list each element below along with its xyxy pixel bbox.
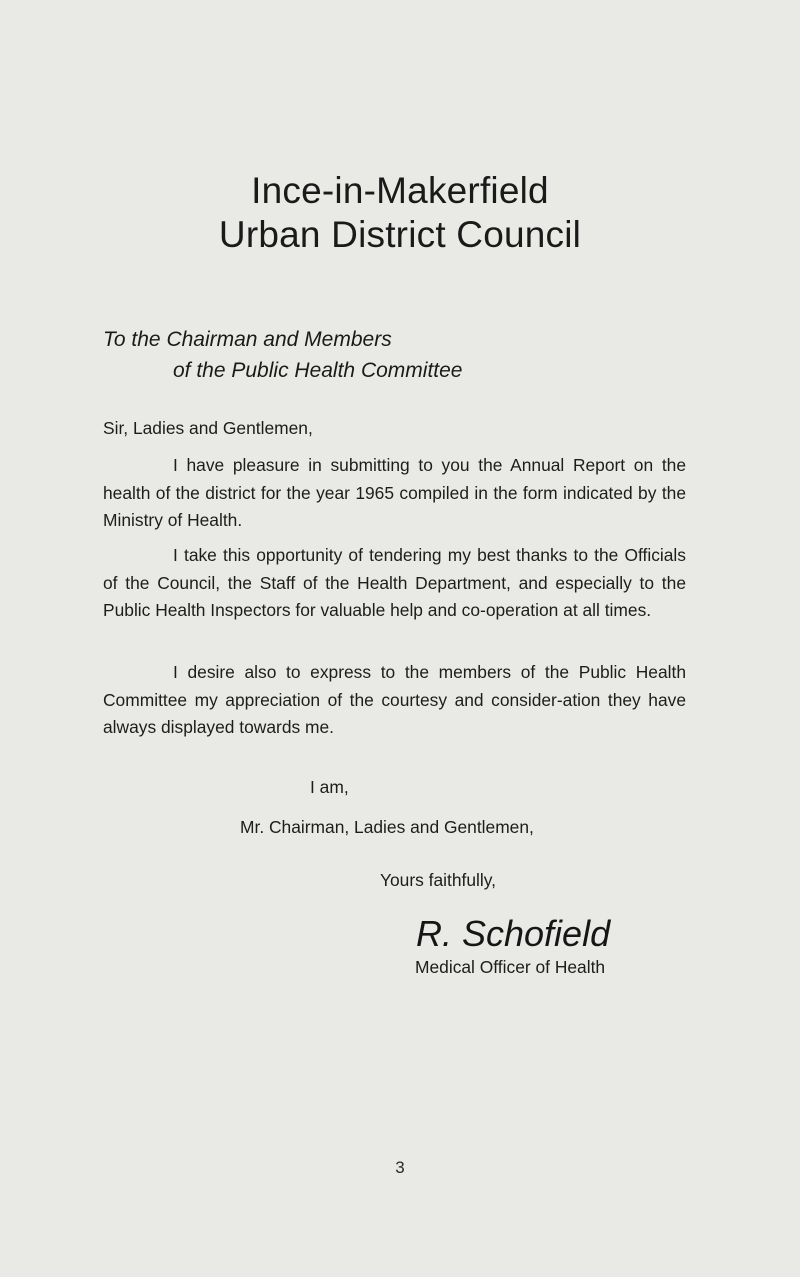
- closing-i-am: I am,: [310, 777, 349, 797]
- addressee-line-1: To the Chairman and Members: [103, 328, 392, 351]
- council-name-title: Ince-in-Makerfield: [251, 170, 549, 211]
- paragraph-appreciation: I desire also to express to the members of the Public Health Committee my appreciation of the courtesy and consider-ation they have always displayed towards me.: [103, 662, 686, 737]
- signature-mark: [416, 908, 646, 956]
- closing-address-line: Mr. Chairman, Ladies and Gentlemen,: [240, 817, 534, 837]
- paragraph-report-submission: I have pleasure in submitting to you the Annual Report on the health of the district for the year 1965 compiled in the form indicated by the Ministry of Health.: [103, 455, 686, 530]
- signature: [416, 908, 646, 956]
- council-type-title: Urban District Council: [218, 214, 582, 255]
- addressee-line-2: of the Public Health Committee: [173, 359, 463, 382]
- page-number: 3: [395, 1158, 405, 1177]
- paragraph-thanks: I take this opportunity of tendering my best thanks to the Officials of the Council, the Staff of the Health Department, and especially to the Public Health Inspectors for valuable help and co-operation at all times.: [103, 545, 686, 620]
- closing-yours-faithfully: Yours faithfully,: [380, 870, 497, 890]
- signatory-designation: Medical Officer of Health: [415, 957, 606, 977]
- salutation: Sir, Ladies and Gentlemen,: [103, 418, 313, 438]
- signature-text: R. Schofield: [416, 913, 611, 954]
